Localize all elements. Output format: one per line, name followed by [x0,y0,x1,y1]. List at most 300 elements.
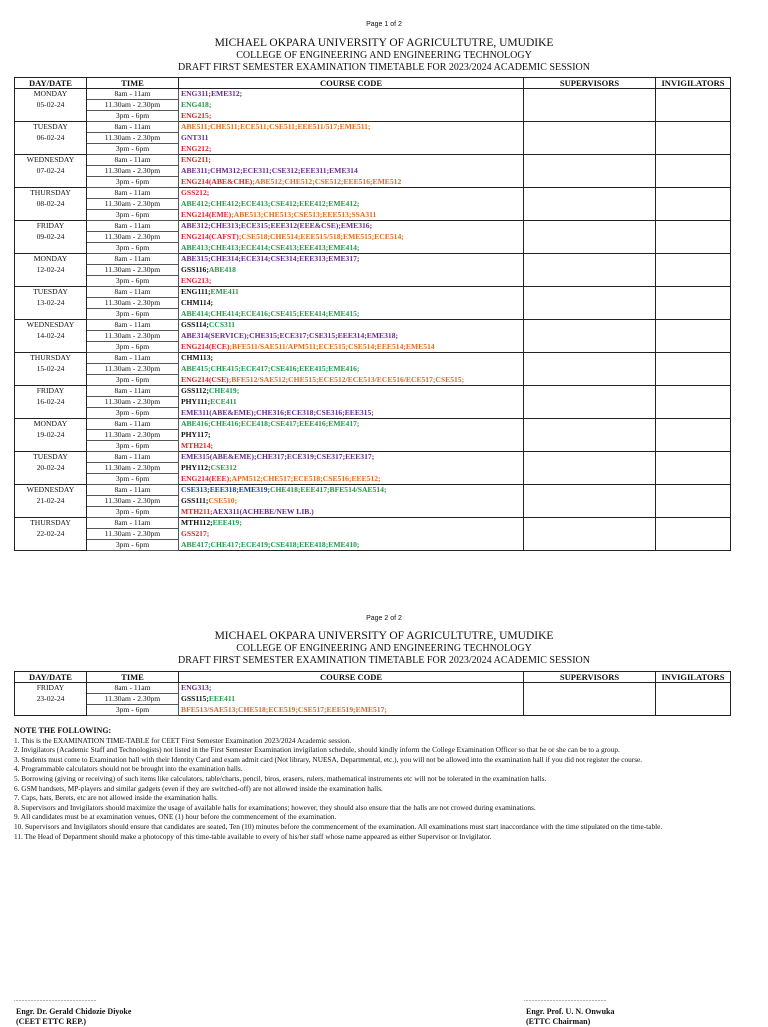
supervisors-cell [524,287,656,298]
course-code: EEE411 [208,694,236,703]
table-row [15,342,731,353]
course-code: EME411 [210,287,239,297]
course-code: CHE418;EEE417;BFE514/SAE514; [270,485,387,495]
table-row [15,419,731,430]
day-cell-empty [15,342,87,353]
day-cell: THURSDAY [15,188,87,199]
time-slot: 8am - 11am [87,221,179,232]
supervisors-cell [524,441,656,452]
supervisors-cell [524,529,656,540]
day-cell-empty [15,309,87,320]
day-cell: WEDNESDAY [15,485,87,496]
course-code: ABE416;CHE416;ECE418;CSE417;EEE416;EME417; [181,419,360,429]
course-code: ABE418 [208,265,236,274]
table-row [15,452,731,463]
time-slot: 11.30am - 2.30pm [87,199,179,210]
university-name: MICHAEL OKPARA UNIVERSITY OF AGRICULTUTRE, UMUDIKE [214,630,554,642]
day-cell: FRIDAY [15,683,87,694]
course-code: ENG214(ABE&CHE) [181,176,253,186]
supervisors-cell [524,408,656,419]
course-code: ENG214(ECE) [181,341,230,351]
day-cell-empty [15,111,87,122]
time-slot: 3pm - 6pm [87,309,179,320]
note-item: 1. This is the EXAMINATION TIME-TABLE for CEET First Semester Examination 2023/2024 Academic session. [14,735,352,745]
course-codes-cell [179,386,524,397]
exam-timetable-page2 [14,671,731,716]
course-code: ;ABE513;CHE513;CSE513;EEE513;SSA311 [231,209,377,219]
day-cell: WEDNESDAY [15,155,87,166]
invigilators-cell [656,419,731,430]
course-code: ENG213; [181,275,212,285]
day-cell-empty [15,210,87,221]
time-slot: 11.30am - 2.30pm [87,232,179,243]
invigilators-cell [656,254,731,265]
course-codes-cell [179,111,524,122]
course-code: ENG214(EME) [181,209,232,219]
time-slot: 3pm - 6pm [87,375,179,386]
course-code: GNT311 [181,133,209,142]
date-cell: 12-02-24 [15,265,87,276]
table-row [15,89,731,100]
supervisors-cell [524,452,656,463]
supervisors-cell [524,353,656,364]
course-codes-cell [179,507,524,518]
course-code: ENG212; [181,143,212,153]
signature-line-right: ....................................................... [524,997,607,1003]
header-course-code: COURSE CODE [179,672,524,683]
supervisors-cell [524,496,656,507]
time-slot: 3pm - 6pm [87,441,179,452]
table-row [15,166,731,177]
course-codes-cell [179,243,524,254]
time-slot: 11.30am - 2.30pm [87,298,179,309]
table-row [15,507,731,518]
table-row [15,243,731,254]
supervisors-cell [524,122,656,133]
signatory-role-left: (CEET ETTC REP.) [16,1017,87,1026]
supervisors-cell [524,386,656,397]
date-cell: 16-02-24 [15,397,87,408]
table-row [15,529,731,540]
invigilators-cell [656,441,731,452]
course-code: ECE411 [210,397,237,406]
course-code: GSS114; [181,320,209,330]
time-slot: 8am - 11am [87,452,179,463]
date-cell: 23-02-24 [15,694,87,705]
course-codes-cell [179,331,524,342]
time-slot: 3pm - 6pm [87,276,179,287]
time-slot: 11.30am - 2.30pm [87,430,179,441]
invigilators-cell [656,309,731,320]
college-name: COLLEGE OF ENGINEERING AND ENGINEERING TECHNOLOGY [236,50,532,62]
table-row [15,265,731,276]
invigilators-cell [656,705,731,716]
date-cell: 22-02-24 [15,529,87,540]
course-codes-cell [179,298,524,309]
course-codes-cell [179,188,524,199]
time-slot: 8am - 11am [87,122,179,133]
course-code: ABE311;CHM312;ECE311;CSE312;EEE311;EME314 [181,166,358,175]
time-slot: 11.30am - 2.30pm [87,463,179,474]
notes-title: NOTE THE FOLLOWING: [14,726,112,735]
course-code: PHY112; [181,463,211,472]
invigilators-cell [656,199,731,210]
invigilators-cell [656,100,731,111]
course-codes-cell [179,364,524,375]
note-item: 11. The Head of Department should make a photocopy of this time-table available to every of his/her staff whose name appeared as either Supervisor or Invigilator. [14,831,492,841]
time-slot: 8am - 11am [87,353,179,364]
invigilators-cell [656,166,731,177]
day-cell: MONDAY [15,419,87,430]
table-row [15,298,731,309]
page1-header [0,37,768,73]
course-codes-cell [179,694,524,705]
supervisors-cell [524,188,656,199]
time-slot: 3pm - 6pm [87,177,179,188]
course-code: BFE513/SAE513;CHE518;ECE519;CSE517;EEE519;EME517; [181,704,387,714]
supervisors-cell [524,463,656,474]
invigilators-cell [656,518,731,529]
course-code: GSS112; [181,386,209,396]
invigilators-cell [656,210,731,221]
time-slot: 3pm - 6pm [87,540,179,551]
course-code: CSE313;EEE318;EME319; [181,485,271,495]
day-cell-empty [15,375,87,386]
table-row [15,408,731,419]
course-code: ;ABE512;CHE512;CSE512;EEE516;EME512 [252,176,402,186]
time-slot: 11.30am - 2.30pm [87,100,179,111]
table-row [15,694,731,705]
college-name: COLLEGE OF ENGINEERING AND ENGINEERING TECHNOLOGY [236,643,532,655]
note-item: 2. Invigilators (Academic Staff and Technologists) not listed in the First Semester Examination invigilation schedule, should kindly inform the College Examination Officer so that he or she can be to a group. [14,745,620,755]
table-row [15,177,731,188]
table-row [15,144,731,155]
day-cell-empty [15,408,87,419]
supervisors-cell [524,331,656,342]
table-row [15,221,731,232]
supervisors-cell [524,419,656,430]
course-code: CHM113; [181,353,214,363]
time-slot: 11.30am - 2.30pm [87,265,179,276]
signature-left [16,1007,131,1027]
course-code: GSS116; [181,265,209,274]
header-day-date: DAY/DATE [15,78,87,89]
course-codes-cell [179,221,524,232]
time-slot: 8am - 11am [87,485,179,496]
day-cell-empty [15,144,87,155]
date-cell: 13-02-24 [15,298,87,309]
supervisors-cell [524,364,656,375]
invigilators-cell [656,89,731,100]
course-code: MTH112; [181,518,213,528]
course-codes-cell [179,287,524,298]
header-time: TIME [87,78,179,89]
supervisors-cell [524,518,656,529]
supervisors-cell [524,276,656,287]
time-slot: 3pm - 6pm [87,342,179,353]
course-code: EEE419; [212,518,242,528]
supervisors-cell [524,232,656,243]
course-code: GSS111; [181,496,209,505]
day-cell: THURSDAY [15,353,87,364]
header-supervisors: SUPERVISORS [524,78,656,89]
notes-list [14,736,734,842]
header-time: TIME [87,672,179,683]
supervisors-cell [524,683,656,694]
time-slot: 8am - 11am [87,320,179,331]
course-code: GSS212; [181,188,210,198]
course-code: ABE412;CHE412;ECE413;CSE412;EEE412;EME412; [181,199,360,208]
invigilators-cell [656,430,731,441]
table-row [15,232,731,243]
table-row [15,155,731,166]
table-row [15,287,731,298]
exam-timetable-page1 [14,77,731,551]
invigilators-cell [656,298,731,309]
supervisors-cell [524,694,656,705]
day-cell-empty [15,441,87,452]
day-cell-empty [15,705,87,716]
time-slot: 3pm - 6pm [87,111,179,122]
course-codes-cell [179,144,524,155]
table-row [15,353,731,364]
supervisors-cell [524,705,656,716]
course-code: ENG214(CAFST) [181,232,239,241]
time-slot: 3pm - 6pm [87,243,179,254]
invigilators-cell [656,276,731,287]
note-item: 10. Supervisors and Invigilators should ensure that candidates are seated, Ten (10) minutes before the commencement of the examination. All examinations must start inaccordance with the time stipulated on the time-table. [14,821,663,831]
signature-right [526,1007,614,1027]
course-codes-cell [179,452,524,463]
supervisors-cell [524,89,656,100]
time-slot: 11.30am - 2.30pm [87,133,179,144]
course-code: ENG214(CSE) [181,374,229,384]
day-cell: FRIDAY [15,221,87,232]
course-codes-cell [179,408,524,419]
time-slot: 11.30am - 2.30pm [87,496,179,507]
time-slot: 8am - 11am [87,188,179,199]
table-row [15,199,731,210]
time-slot: 8am - 11am [87,683,179,694]
supervisors-cell [524,309,656,320]
day-cell-empty [15,276,87,287]
invigilators-cell [656,397,731,408]
time-slot: 8am - 11am [87,155,179,166]
course-codes-cell [179,210,524,221]
timetable-title: DRAFT FIRST SEMESTER EXAMINATION TIMETABLE FOR 2023/2024 ACADEMIC SESSION [177,654,591,666]
page-number-1: Page 1 of 2 [366,21,402,28]
course-code: GSS115; [181,694,209,703]
header-course-code: COURSE CODE [179,78,524,89]
time-slot: 11.30am - 2.30pm [87,397,179,408]
course-code: CCS311 [208,320,236,330]
signatory-role-right: (ETTC Chairman) [526,1017,591,1026]
table-row [15,188,731,199]
invigilators-cell [656,265,731,276]
note-item: 3. Students must come to Examination hall with their Identity Card and exam admit card (Not library, NUESA, Departmental, etc.), you will not be allowed into the examination hall if you did not register the course. [14,754,643,764]
course-code: ENG111; [181,287,211,297]
course-codes-cell [179,485,524,496]
header-invigilators: INVIGILATORS [656,78,731,89]
timetable-title: DRAFT FIRST SEMESTER EXAMINATION TIMETABLE FOR 2023/2024 ACADEMIC SESSION [177,61,591,73]
course-code: ENG211; [181,155,211,165]
table-row [15,276,731,287]
supervisors-cell [524,375,656,386]
time-slot: 8am - 11am [87,254,179,265]
supervisors-cell [524,342,656,353]
invigilators-cell [656,496,731,507]
invigilators-cell [656,144,731,155]
invigilators-cell [656,485,731,496]
table-row [15,397,731,408]
course-code: MTH211; [181,506,213,516]
invigilators-cell [656,540,731,551]
note-item: 5. Borrowing (giving or receiving) of such items like calculators, table/charts, pencil, biros, erasers, rulers, mathematical instruments etc will not be tolerated in the examination halls. [14,773,547,783]
invigilators-cell [656,364,731,375]
university-name: MICHAEL OKPARA UNIVERSITY OF AGRICULTUTRE, UMUDIKE [214,37,554,49]
course-codes-cell [179,683,524,694]
course-code: ;BFE512/SAE512;CHE515;ECE512/ECE513/ECE516/ECE517;CSE515; [228,374,465,384]
course-code: ABE312;CHE313;ECE315;EEE312(EEE&CSE);EME316; [181,221,373,231]
invigilators-cell [656,320,731,331]
time-slot: 3pm - 6pm [87,474,179,485]
course-codes-cell [179,254,524,265]
course-codes-cell [179,397,524,408]
note-item: 4. Programmable calculators should not be brought into the examination halls. [14,764,243,774]
invigilators-cell [656,452,731,463]
course-codes-cell [179,320,524,331]
time-slot: 11.30am - 2.30pm [87,529,179,540]
day-cell: TUESDAY [15,122,87,133]
invigilators-cell [656,177,731,188]
course-codes-cell [179,529,524,540]
table-row [15,430,731,441]
course-codes-cell [179,353,524,364]
invigilators-cell [656,463,731,474]
time-slot: 11.30am - 2.30pm [87,364,179,375]
course-code: ABE415;CHE415;ECE417;CSE416;EEE415;EME416; [181,364,360,373]
course-code: ENG313; [181,683,212,693]
date-cell: 06-02-24 [15,133,87,144]
course-code: PHY117; [181,430,211,439]
note-item: 8. Supervisors and Invigilators should maximize the usage of available halls for examinations; however, they should also ensure that the halls are not crowed during examinations. [14,802,536,812]
table-row [15,683,731,694]
date-cell: 07-02-24 [15,166,87,177]
supervisors-cell [524,298,656,309]
table-row [15,122,731,133]
course-code: ;BFE511/SAE511/APM511;ECE515;CSE514;EEE514;EME514 [229,341,435,351]
course-code: MTH214; [181,440,214,450]
date-cell: 21-02-24 [15,496,87,507]
supervisors-cell [524,265,656,276]
day-cell: MONDAY [15,89,87,100]
course-code: ENG214(EEE) [181,473,230,483]
time-slot: 8am - 11am [87,287,179,298]
course-code: AEX311(ACHEBE/NEW LIB.) [212,506,314,516]
invigilators-cell [656,386,731,397]
course-codes-cell [179,342,524,353]
course-code: EME311(ABE&EME);CHE316;ECE318;CSE316;EEE315; [181,407,374,417]
course-codes-cell [179,375,524,386]
course-codes-cell [179,276,524,287]
date-cell: 19-02-24 [15,430,87,441]
time-slot: 8am - 11am [87,419,179,430]
course-code: GSS217; [181,529,210,538]
supervisors-cell [524,507,656,518]
course-codes-cell [179,133,524,144]
supervisors-cell [524,320,656,331]
invigilators-cell [656,287,731,298]
day-cell: TUESDAY [15,287,87,298]
table-row [15,254,731,265]
note-item: 7. Caps, hats, Berets, etc are not allowed inside the examination halls. [14,793,218,803]
invigilators-cell [656,155,731,166]
time-slot: 11.30am - 2.30pm [87,331,179,342]
supervisors-cell [524,485,656,496]
table-row [15,463,731,474]
day-cell: MONDAY [15,254,87,265]
table-row [15,100,731,111]
course-code: ENG311;EME312; [181,89,243,99]
course-codes-cell [179,430,524,441]
course-codes-cell [179,177,524,188]
supervisors-cell [524,100,656,111]
header-day-date: DAY/DATE [15,672,87,683]
supervisors-cell [524,243,656,254]
header-invigilators: INVIGILATORS [656,672,731,683]
course-code: ABE314(SERVICE);CHE315;ECE317;CSE315;EEE314;EME318; [181,331,399,340]
table-row [15,518,731,529]
invigilators-cell [656,375,731,386]
date-cell: 20-02-24 [15,463,87,474]
course-codes-cell [179,155,524,166]
time-slot: 8am - 11am [87,386,179,397]
supervisors-cell [524,210,656,221]
signature-line-left: ....................................................... [14,997,97,1003]
day-cell: TUESDAY [15,452,87,463]
day-cell-empty [15,507,87,518]
date-cell: 15-02-24 [15,364,87,375]
page2-header [0,630,768,666]
course-code: ABE414;CHE414;ECE416;CSE415;EEE414;EME415; [181,308,360,318]
table-row [15,375,731,386]
date-cell: 09-02-24 [15,232,87,243]
supervisors-cell [524,430,656,441]
supervisors-cell [524,199,656,210]
invigilators-cell [656,331,731,342]
table-row [15,111,731,122]
invigilators-cell [656,221,731,232]
date-cell: 14-02-24 [15,331,87,342]
course-code: ABE315;CHE314;ECE314;CSE314;EEE313;EME317; [181,254,360,264]
course-code: ENG215; [181,110,212,120]
supervisors-cell [524,144,656,155]
invigilators-cell [656,111,731,122]
invigilators-cell [656,408,731,419]
course-code: ABE511;CHE511;ECE511;CSE511;EEE511/517;EME511; [181,122,371,132]
table-row [15,474,731,485]
time-slot: 3pm - 6pm [87,210,179,221]
table-row [15,210,731,221]
course-codes-cell [179,474,524,485]
time-slot: 3pm - 6pm [87,408,179,419]
table-row [15,364,731,375]
course-code: CHM114; [181,298,214,307]
table-row [15,309,731,320]
course-codes-cell [179,518,524,529]
time-slot: 8am - 11am [87,89,179,100]
supervisors-cell [524,177,656,188]
